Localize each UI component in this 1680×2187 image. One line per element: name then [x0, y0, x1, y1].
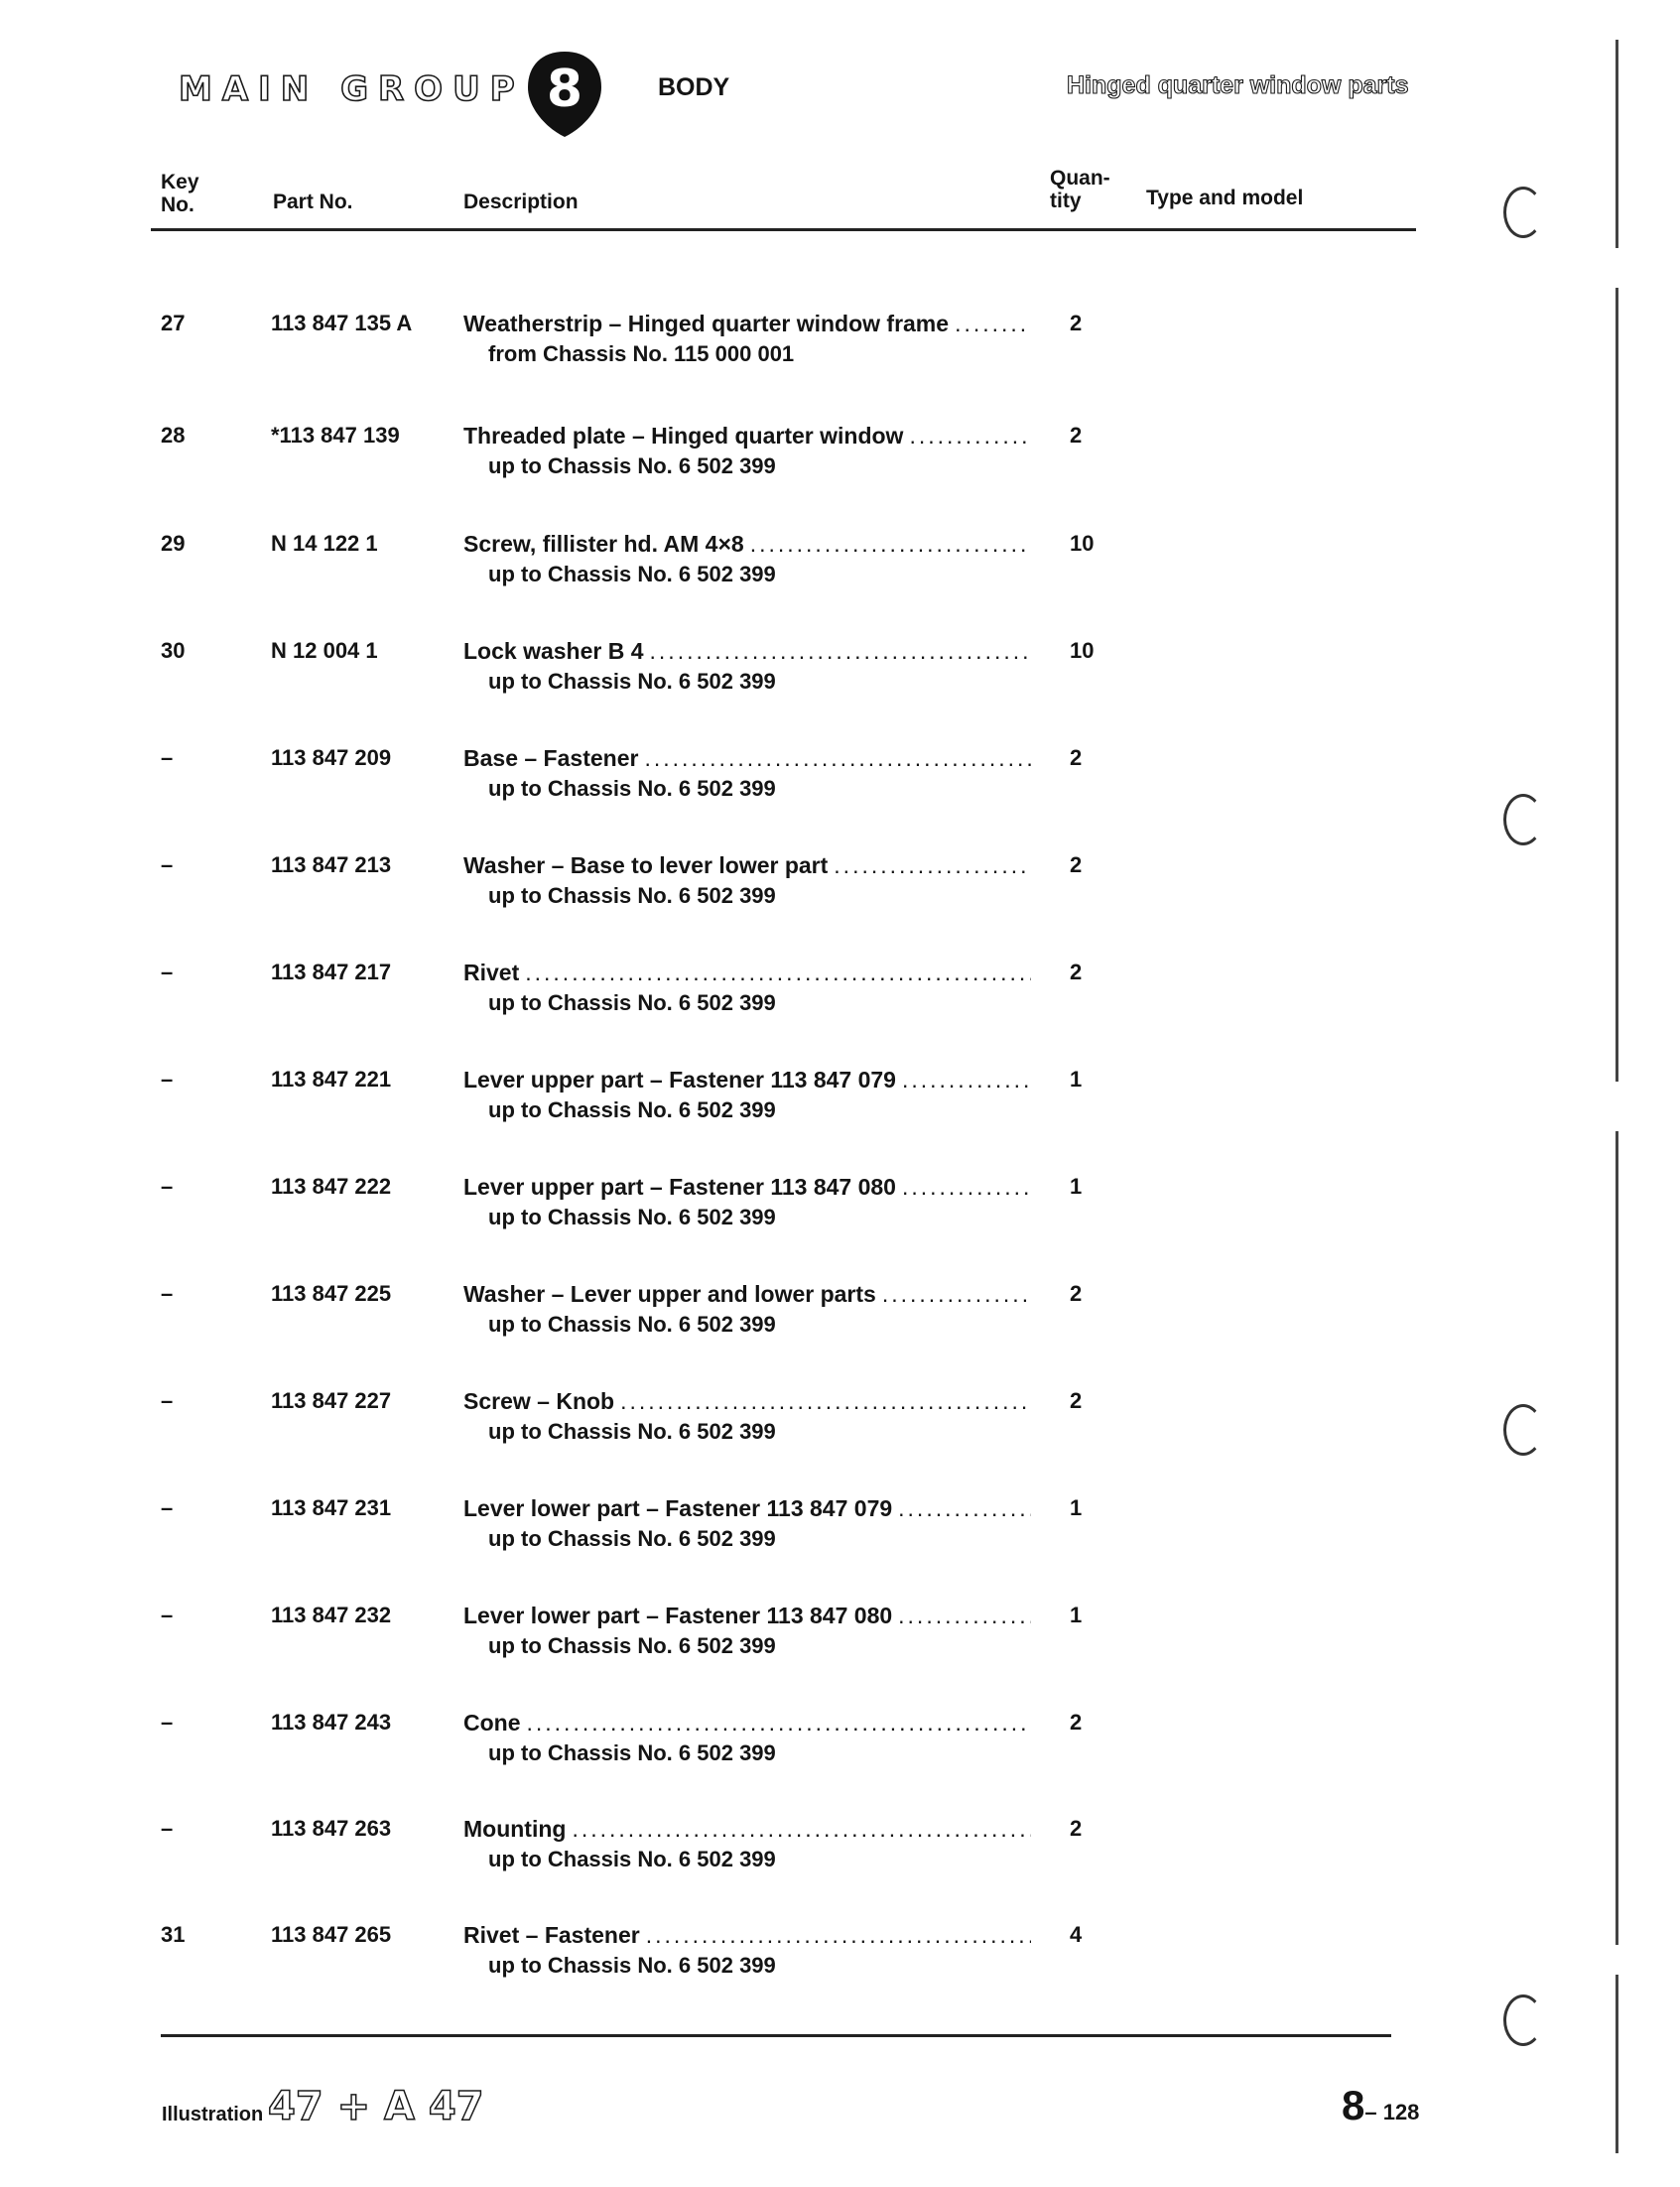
description: [463, 960, 1031, 1016]
dot-leader: [650, 638, 1031, 665]
chassis-note: up to Chassis No. 6 502 399: [488, 1526, 776, 1551]
chassis-note: up to Chassis No. 6 502 399: [488, 1097, 776, 1122]
key-no: 31: [161, 1922, 186, 1947]
part-no: 113 847 213: [271, 852, 392, 877]
footer-rule: [161, 2034, 1391, 2037]
dot-leader: [882, 1281, 1031, 1308]
description-text: Washer – Lever upper and lower parts: [463, 1281, 876, 1307]
chassis-note: up to Chassis No. 6 502 399: [488, 562, 776, 586]
spine-edge: [1615, 40, 1618, 248]
col-description: Description: [463, 191, 579, 213]
spine-edge: [1615, 1131, 1618, 1945]
key-no: –: [161, 1710, 174, 1735]
key-no: –: [161, 1174, 174, 1199]
chassis-note: up to Chassis No. 6 502 399: [488, 453, 776, 478]
dot-leader: [644, 745, 1031, 772]
description-text: Lever lower part – Fastener 113 847 079: [463, 1495, 893, 1521]
col-type-model: Type and model: [1146, 187, 1304, 209]
group-number: 8: [546, 60, 583, 119]
table-row: [0, 960, 1680, 1029]
part-no: 113 847 135 A: [271, 311, 413, 335]
spine-edge: [1615, 1975, 1618, 2153]
part-no: 113 847 209: [271, 745, 392, 770]
quantity: 10: [1070, 638, 1095, 663]
quantity: 1: [1070, 1603, 1083, 1627]
table-row: [0, 311, 1680, 380]
dot-leader: [572, 1816, 1031, 1843]
quantity: 4: [1070, 1922, 1083, 1947]
quantity: 2: [1070, 852, 1083, 877]
chassis-note: up to Chassis No. 6 502 399: [488, 1953, 776, 1978]
description-text: Lock washer B 4: [463, 638, 644, 664]
quantity: 2: [1070, 960, 1083, 984]
part-no: 113 847 231: [271, 1495, 392, 1520]
dot-leader: [527, 1710, 1032, 1737]
part-no: 113 847 222: [271, 1174, 392, 1199]
table-row: [0, 1603, 1680, 1672]
description: [463, 1067, 1031, 1123]
col-part-no: Part No.: [273, 191, 353, 213]
chassis-note: up to Chassis No. 6 502 399: [488, 1847, 776, 1871]
description-text: Screw – Knob: [463, 1388, 615, 1414]
part-no: 113 847 221: [271, 1067, 392, 1092]
key-no: –: [161, 960, 174, 984]
quantity: 1: [1070, 1174, 1083, 1199]
illustration-reference: 47 + A 47: [268, 2084, 484, 2129]
dot-leader: [898, 1603, 1031, 1629]
description-text: Lever upper part – Fastener 113 847 080: [463, 1174, 896, 1200]
description: [463, 852, 1031, 909]
description-text: Lever lower part – Fastener 113 847 080: [463, 1603, 893, 1628]
description-text: Screw, fillister hd. AM 4×8: [463, 531, 744, 557]
dot-leader: [902, 1067, 1031, 1094]
table-row: [0, 531, 1680, 600]
binder-ring-icon: [1503, 1994, 1543, 2046]
part-no: 113 847 232: [271, 1603, 392, 1627]
key-no: –: [161, 1816, 174, 1841]
header-rule: [151, 228, 1416, 231]
description: [463, 1495, 1031, 1552]
description: [463, 1388, 1031, 1445]
main-group-title: MAIN GROUP: [179, 69, 525, 109]
description: [463, 1922, 1031, 1979]
table-row: [0, 423, 1680, 492]
table-row: [0, 745, 1680, 815]
part-no: 113 847 227: [271, 1388, 392, 1413]
page-subnumber: – 128: [1364, 2100, 1420, 2124]
table-row: [0, 1281, 1680, 1351]
key-no: –: [161, 1495, 174, 1520]
part-no: 113 847 243: [271, 1710, 392, 1735]
description-text: Threaded plate – Hinged quarter window: [463, 423, 904, 449]
chassis-note: up to Chassis No. 6 502 399: [488, 1205, 776, 1229]
description: [463, 638, 1031, 695]
dot-leader: [898, 1495, 1031, 1522]
description-text: Cone: [463, 1710, 521, 1736]
part-no: 113 847 217: [271, 960, 392, 984]
part-no: N 14 122 1: [271, 531, 378, 556]
chassis-note: up to Chassis No. 6 502 399: [488, 1419, 776, 1444]
description: [463, 1710, 1031, 1766]
description: [463, 1603, 1031, 1659]
binder-ring-icon: [1503, 187, 1543, 238]
col-quantity-line1: Quan-: [1050, 167, 1110, 190]
key-no: –: [161, 1603, 174, 1627]
table-row: [0, 1816, 1680, 1885]
quantity: 2: [1070, 311, 1083, 335]
group-number-badge: [526, 50, 603, 139]
chassis-note: up to Chassis No. 6 502 399: [488, 776, 776, 801]
col-key-no-line2: No.: [161, 193, 194, 216]
dot-leader: [525, 960, 1031, 986]
table-row: [0, 1922, 1680, 1992]
description-text: Base – Fastener: [463, 745, 639, 771]
description: [463, 1174, 1031, 1230]
chassis-note: up to Chassis No. 6 502 399: [488, 883, 776, 908]
table-row: [0, 1710, 1680, 1779]
description-text: Washer – Base to lever lower part: [463, 852, 829, 878]
table-row: [0, 1067, 1680, 1136]
description-text: Rivet: [463, 960, 520, 985]
chassis-note: up to Chassis No. 6 502 399: [488, 669, 776, 694]
part-no: 113 847 265: [271, 1922, 392, 1947]
section-title: BODY: [658, 73, 730, 101]
page-subject: Hinged quarter window parts: [1067, 71, 1409, 99]
quantity: 2: [1070, 745, 1083, 770]
description-text: Weatherstrip – Hinged quarter window frame: [463, 311, 950, 336]
description-text: Rivet – Fastener: [463, 1922, 640, 1948]
illustration-label: Illustration: [162, 2104, 264, 2125]
description-text: Lever upper part – Fastener 113 847 079: [463, 1067, 896, 1093]
quantity: 2: [1070, 1388, 1083, 1413]
part-no: 113 847 263: [271, 1816, 392, 1841]
part-no: *113 847 139: [271, 423, 400, 448]
key-no: 30: [161, 638, 186, 663]
dot-leader: [902, 1174, 1031, 1201]
part-no: N 12 004 1: [271, 638, 378, 663]
key-no: 28: [161, 423, 186, 448]
table-row: [0, 1174, 1680, 1243]
description: [463, 311, 1031, 367]
key-no: –: [161, 852, 174, 877]
table-row: [0, 852, 1680, 922]
dot-leader: [646, 1922, 1031, 1949]
chassis-note: up to Chassis No. 6 502 399: [488, 1633, 776, 1658]
dot-leader: [955, 311, 1031, 337]
col-key-no-line1: Key: [161, 171, 199, 193]
page-group: 8: [1342, 2082, 1365, 2128]
quantity: 2: [1070, 1710, 1083, 1735]
table-row: [0, 638, 1680, 708]
chassis-note: up to Chassis No. 6 502 399: [488, 1312, 776, 1337]
table-row: [0, 1495, 1680, 1565]
dot-leader: [750, 531, 1031, 558]
chassis-note: from Chassis No. 115 000 001: [488, 341, 795, 366]
binder-ring-icon: [1503, 1404, 1543, 1456]
quantity: 2: [1070, 1816, 1083, 1841]
spine-edge: [1615, 288, 1618, 1082]
quantity: 1: [1070, 1067, 1083, 1092]
chassis-note: up to Chassis No. 6 502 399: [488, 990, 776, 1015]
page-number: [1342, 2082, 1419, 2129]
key-no: –: [161, 745, 174, 770]
key-no: –: [161, 1281, 174, 1306]
description-text: Mounting: [463, 1816, 567, 1842]
description: [463, 1816, 1031, 1872]
col-key-no: [161, 171, 199, 216]
quantity: 2: [1070, 423, 1083, 448]
description: [463, 1281, 1031, 1338]
table-row: [0, 1388, 1680, 1458]
dot-leader: [834, 852, 1031, 879]
col-quantity: [1050, 167, 1110, 212]
binder-ring-icon: [1503, 794, 1543, 845]
key-no: 27: [161, 311, 186, 335]
quantity: 1: [1070, 1495, 1083, 1520]
description: [463, 745, 1031, 802]
chassis-note: up to Chassis No. 6 502 399: [488, 1740, 776, 1765]
dot-leader: [909, 423, 1031, 450]
key-no: –: [161, 1067, 174, 1092]
key-no: –: [161, 1388, 174, 1413]
description: [463, 531, 1031, 587]
quantity: 2: [1070, 1281, 1083, 1306]
key-no: 29: [161, 531, 186, 556]
part-no: 113 847 225: [271, 1281, 392, 1306]
dot-leader: [620, 1388, 1031, 1415]
description: [463, 423, 1031, 479]
col-quantity-line2: tity: [1050, 190, 1082, 212]
quantity: 10: [1070, 531, 1095, 556]
